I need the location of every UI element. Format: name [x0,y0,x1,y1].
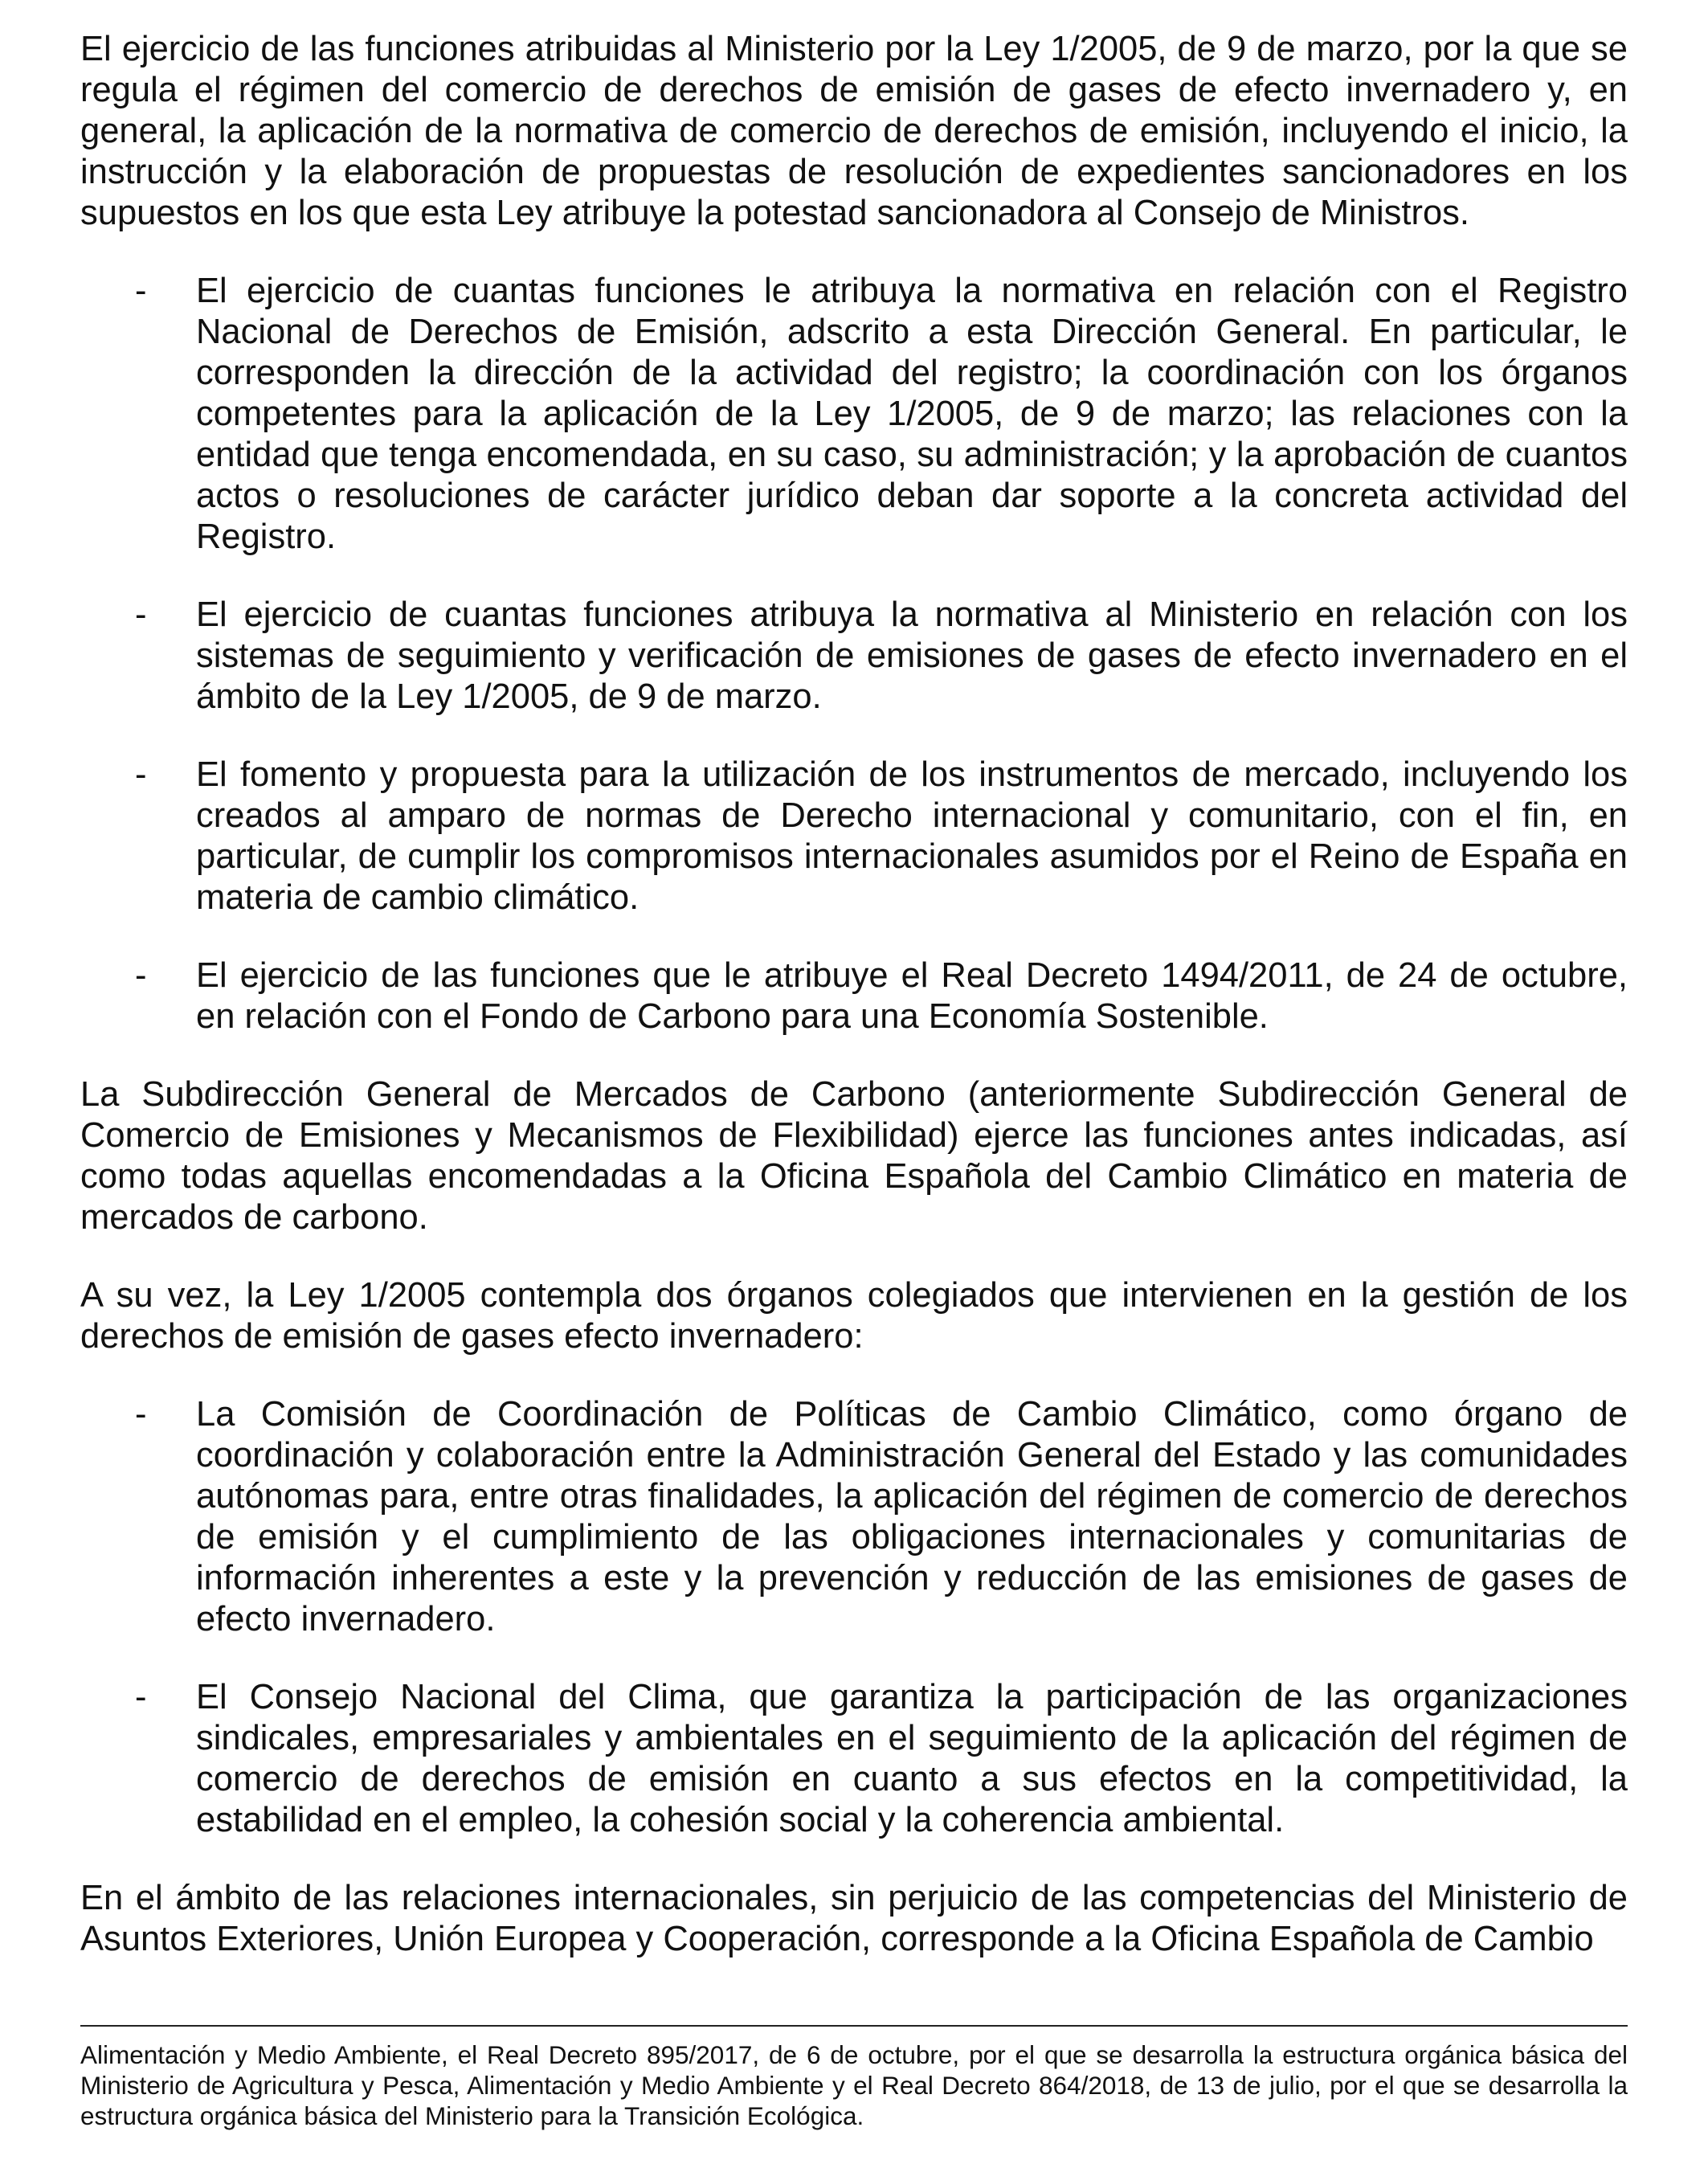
bullet-list-organos [80,1394,1628,1841]
paragraph-relaciones-internacionales: En el ámbito de las relaciones internacionales, sin perjuicio de las competencias del Ministerio de Asuntos Exteriores, Unión Europea y Cooperación, corresponde a la Oficina Española de Cambio [80,1879,1628,1958]
bullet-dash: - [135,956,147,995]
bullet-dash: - [135,272,147,310]
list-item [80,755,1628,918]
footnote: Alimentación y Medio Ambiente, el Real Decreto 895/2017, de 6 de octubre, por el que se desarrolla la estructura orgánica básica del Ministerio de Agricultura y Pesca, Alimentación y Medio Ambiente y el Real Decreto 864/2018, de 13 de julio, por el que se desarrolla la estructura orgánica básica del Ministerio para la Transición Ecológica. [80,2040,1628,2130]
list-item [80,955,1628,1037]
bullet-text-seguimiento: El ejercicio de cuantas funciones atribuya la normativa al Ministerio en relación con los sistemas de seguimiento y verificación de emisiones de gases de efecto invernadero en el ámbito de la Ley 1/2005, de 9 de marzo. [196,595,1628,716]
bullet-dash: - [135,1678,147,1716]
footnote-divider [80,2025,1628,2027]
bullet-dash: - [135,595,147,634]
document-body [80,29,1628,1997]
bullet-list-funciones [80,271,1628,1037]
list-item [80,271,1628,558]
list-item [80,595,1628,718]
bullet-text-comision: La Comisión de Coordinación de Políticas de Cambio Climático, como órgano de coordinación y colaboración entre la Administración General del Estado y las comunidades autónomas para, entre otras finalidades, la aplicación del régimen de comercio de derechos de emisión y el cumplimiento de las obligaciones internacionales y comunitarias de información inherentes a este y la prevención y reducción de las emisiones de gases de efecto invernadero. [196,1395,1628,1638]
bullet-text-registro: El ejercicio de cuantas funciones le atribuya la normativa en relación con el Registro Nacional de Derechos de Emisión, adscrito a esta Dirección General. En particular, le corresponden la dirección de la actividad del registro; la coordinación con los órganos competentes para la aplicación de la Ley 1/2005, de 9 de marzo; las relaciones con la entidad que tenga encomendada, en su caso, su administración; y la aprobación de cuantos actos o resoluciones de carácter jurídico deban dar soporte a la concreta actividad del Registro. [196,272,1628,556]
paragraph-subdireccion: La Subdirección General de Mercados de Carbono (anteriormente Subdirección General de Comercio de Emisiones y Mecanismos de Flexibilidad) ejerce las funciones antes indicadas, así como todas aquellas encomendadas a la Oficina Española del Cambio Climático en materia de mercados de carbono. [80,1075,1628,1237]
list-item [80,1677,1628,1841]
bullet-text-instrumentos-mercado: El fomento y propuesta para la utilización de los instrumentos de mercado, incluyendo los creados al amparo de normas de Derecho internacional y comunitario, con el fin, en particular, de cumplir los compromisos internacionales asumidos por el Reino de España en materia de cambio climático. [196,755,1628,917]
bullet-text-fondo-carbono: El ejercicio de las funciones que le atribuye el Real Decreto 1494/2011, de 24 de octubre, en relación con el Fondo de Carbono para una Economía Sostenible. [196,956,1628,1036]
paragraph-organos-colegiados: A su vez, la Ley 1/2005 contempla dos órganos colegiados que intervienen en la gestión de los derechos de emisión de gases efecto invernadero: [80,1276,1628,1356]
bullet-dash: - [135,1395,147,1434]
bullet-dash: - [135,755,147,794]
list-item [80,1394,1628,1640]
bullet-text-consejo: El Consejo Nacional del Clima, que garantiza la participación de las organizaciones sindicales, empresariales y ambientales en el seguimiento de la aplicación del régimen de comercio de derechos de emisión en cuanto a sus efectos en la competitividad, la estabilidad en el empleo, la cohesión social y la coherencia ambiental. [196,1678,1628,1839]
paragraph-ley-1-2005-funciones: El ejercicio de las funciones atribuidas al Ministerio por la Ley 1/2005, de 9 de marzo, por la que se regula el régimen del comercio de derechos de emisión de gases de efecto invernadero y, en general, la aplicación de la normativa de comercio de derechos de emisión, incluyendo el inicio, la instrucción y la elaboración de propuestas de resolución de expedientes sancionadores en los supuestos en los que esta Ley atribuye la potestad sancionadora al Consejo de Ministros. [80,30,1628,232]
